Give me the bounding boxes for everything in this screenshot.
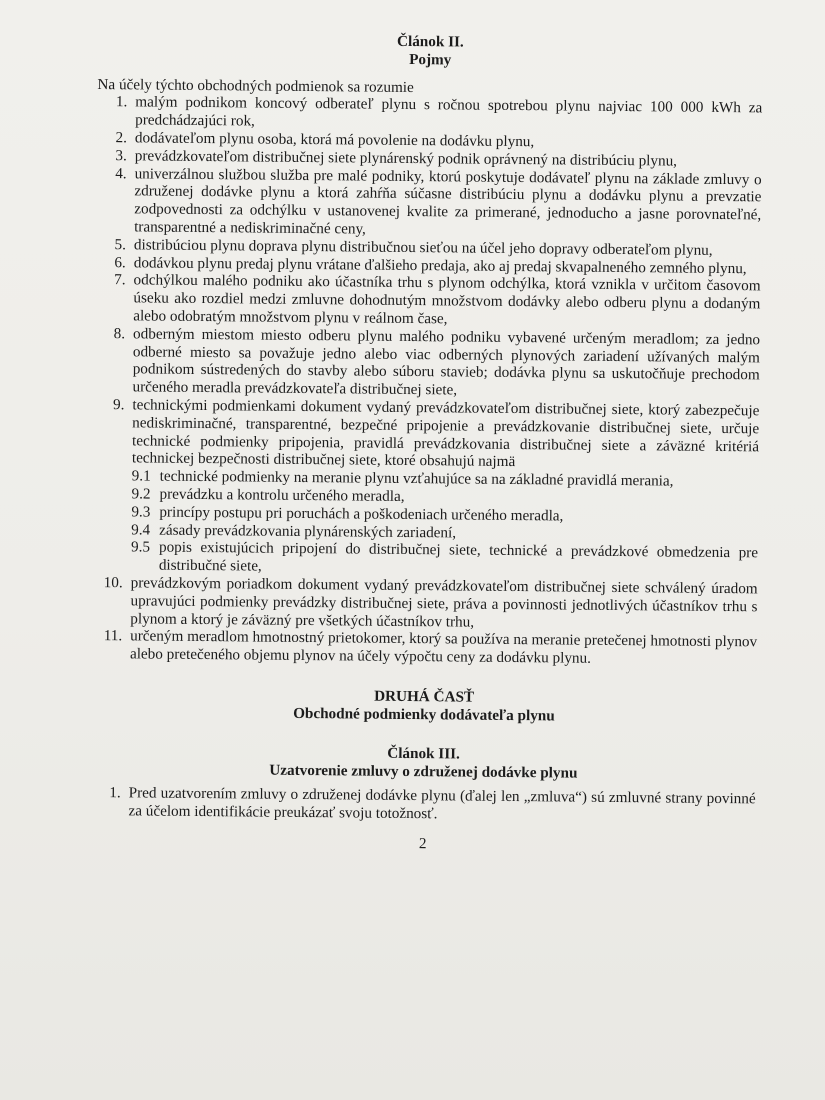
- definition-text: určeným meradlom hmotnostný prietokomer, ktorý sa používa na meranie pretečenej hmotnosti plynov alebo pretečeného objemu plynov na účely výpočtu ceny za dodávku plynu.: [129, 627, 758, 667]
- definition-number: 7.: [114, 271, 126, 289]
- article-3-item-text: Pred uzatvorením zmluvy o združenej dodávke plynu (ďalej len „zmluva“) sú zmluvné strany povinné za účelom identifikácie preukázať svoju totožnosť.: [128, 784, 756, 823]
- definition-text: dodávateľom plynu osoba, ktorá má povolenie na dodávku plynu,: [134, 129, 535, 151]
- definition-text: malým podnikom koncový odberateľ plynu s ročnou spotrebou plynu najviac 100 000 kWh za predchádzajúci rok,: [135, 93, 763, 130]
- definition-text: univerzálnou službou služba pre malé podniky, ktorú poskytuje dodávateľ plynu na základe zmluvy o združenej dodávke plynu a ktorá zahŕňa súčasne distribúciu plynu a dodávku plynu a prevzatie zodpovednosti za odchýlku v ustanovenej kvalite za primerané, jednoducho a jasne porovnateľné, transparentné a nediskriminačné ceny,: [134, 164, 762, 238]
- sub-item-text: princípy postupu pri poruchách a poškodeniach určeného meradla,: [159, 503, 564, 525]
- part-2-title: DRUHÁ ČASŤ: [374, 687, 475, 706]
- sub-item-text: zásady prevádzkovania plynárenských zariadení,: [159, 521, 457, 541]
- sub-item-number: 9.4: [131, 520, 151, 539]
- page-content: [90, 30, 763, 856]
- definition-number: 1.: [115, 93, 128, 111]
- article-3-title: Článok III.: [387, 745, 460, 763]
- definition-number: 2.: [115, 129, 128, 147]
- definition-item-11: [92, 627, 757, 669]
- definition-text: dodávkou plynu predaj plynu vrátane ďalšieho predaja, ako aj predaj skvapalneného zemného plynu,: [133, 253, 747, 277]
- definition-number: 5.: [114, 235, 127, 254]
- sub-item-number: 9.3: [131, 503, 151, 521]
- definitions-list: [92, 93, 762, 669]
- definition-item-7: [95, 271, 760, 331]
- part-2-subtitle: Obchodné podmienky dodávateľa plynu: [293, 704, 555, 725]
- article-2-title: Článok II.: [396, 32, 464, 51]
- definition-item-4: [96, 165, 762, 243]
- definition-number: 10.: [103, 573, 123, 592]
- article-3-list: [90, 784, 755, 826]
- article-2-subtitle: Pojmy: [409, 50, 452, 69]
- definition-number: 8.: [113, 324, 126, 343]
- definition-number: 3.: [115, 146, 127, 165]
- definition-number: 11.: [103, 627, 123, 645]
- definition-text: technickými podmienkami dokument vydaný prevádzkovateľom distribučnej siete, ktorý zabezpečuje nediskriminačné, transparentné, bezpečné pripojenie a prevádzkovanie distribučnej siete, určuje technické podmienky pripojenia, pravidlá prevádzkovania distribučnej siete a záväzné kritériá technickej bezpečnosti distribučnej siete, ktoré obsahujú najmä: [131, 396, 760, 471]
- definition-item-9: [93, 396, 760, 580]
- sub-item-text: technické podmienky na meranie plynu vzťahujúce sa na základné pravidlá merania,: [159, 467, 674, 490]
- article-3-item-1: [90, 784, 755, 826]
- definition-text: odchýlkou malého podniku ako účastníka trhu s plynom odchýlka, ktorá vznikla v určitom časovom úseku ako rozdiel medzi zmluvne dohodnutým množstvom dodávky alebo odberu plynu a dodaným alebo odobratým množstvom plynu v reálnom čase,: [133, 271, 761, 328]
- sub-item-number: 9.5: [130, 538, 151, 556]
- sub-item-text: popis existujúcich pripojení do distribučnej siete, technické a prevádzkové obmedzenia pre distribučné siete,: [158, 538, 759, 575]
- definition-text: prevádzkovateľom distribučnej siete plynárenský podnik oprávnený na distribúciu plynu,: [134, 147, 678, 170]
- page-number: 2: [418, 834, 427, 852]
- definition-item-10: [92, 574, 757, 634]
- sub-definitions-list: [131, 467, 759, 580]
- sub-item-number: 9.2: [131, 485, 151, 503]
- intro-text: Na účely týchto obchodných podmienok sa rozumie: [97, 75, 414, 96]
- sub-item-9-5: [131, 539, 758, 581]
- article-3-item-number: 1.: [109, 784, 121, 802]
- definition-text: odberným miestom miesto odberu plynu malého podniku vybavené určeným meradlom; za jedno odberné miesto sa považuje jedno alebo viac odberných plynových zariadení užívaných malým podnikom sústredených do stavby alebo súboru stavieb; dodávka plynu sa uskutočňuje prechodom určeného meradla prevádzkovateľa distribučnej siete,: [132, 325, 761, 399]
- definition-number: 4.: [115, 164, 127, 182]
- definition-text: distribúciou plynu doprava plynu distribučnou sieťou na účel jeho dopravy odberateľom plynu,: [133, 236, 713, 259]
- definition-number: 9.: [112, 396, 125, 414]
- article-3-subtitle: Uzatvorenie zmluvy o združenej dodávke plynu: [269, 761, 578, 782]
- definition-number: 6.: [114, 253, 126, 271]
- definition-text: prevádzkovým poriadkom dokument vydaný prevádzkovateľom distribučnej siete schválený úradom upravujúci podmienky prevádzky distribučnej siete, práva a povinnosti jednotlivých účastníkov trhu s plynom a ktorý je záväzný pre všetkých účastníkov trhu,: [130, 574, 758, 631]
- sub-item-number: 9.1: [131, 467, 151, 485]
- definition-item-8: [94, 325, 760, 403]
- sub-item-text: prevádzku a kontrolu určeného meradla,: [159, 485, 405, 505]
